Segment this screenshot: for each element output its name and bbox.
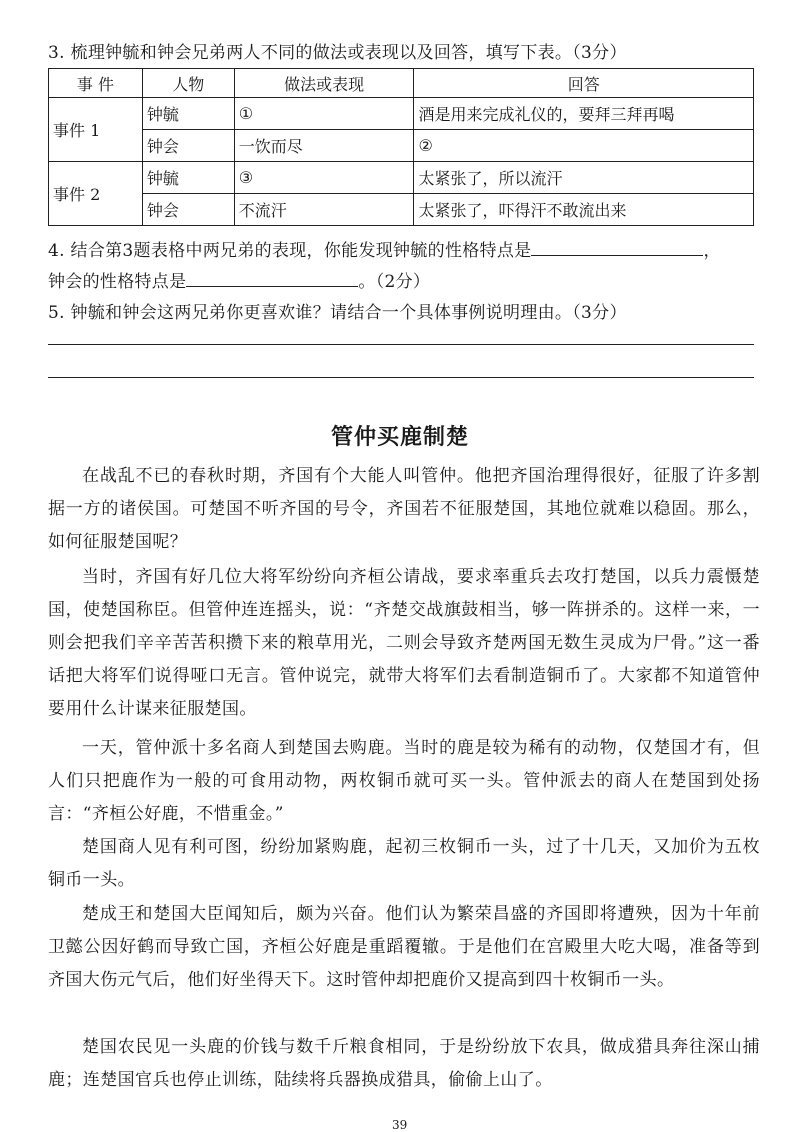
story-paragraph: 在战乱不已的春秋时期，齐国有个大能人叫管仲。他把齐国治理得很好，征服了许多割据一方的诸侯国。可楚国不听齐国的号令，齐国若不征服楚国，其地位就难以稳固。那么，如何征服楚国呢？ xyxy=(48,466,760,552)
action-cell: 一饮而尽 xyxy=(234,130,414,162)
header-action: 做法或表现 xyxy=(234,69,414,98)
question-5: 5. 钟毓和钟会这两兄弟你更喜欢谁？请结合一个具体事例说明理由。（3分） xyxy=(48,303,627,323)
answer-cell: 酒是用来完成礼仪的，要拜三拜再喝 xyxy=(414,98,754,130)
question-4-text-2: 钟会的性格特点是 xyxy=(48,272,187,292)
story-paragraph: 楚成王和楚国大臣闻知后，颇为兴奋。他们认为繁荣昌盛的齐国即将遭殃，因为十年前卫懿公因好鹤而导致亡国，齐桓公好鹿是重蹈覆辙。于是他们在宫殿里大吃大喝，准备等到齐国大伤元气后，他们好坐得天下。这时管仲却把鹿价又提高到四十枚铜币一头。 xyxy=(48,904,760,990)
answer-blank[interactable] xyxy=(186,270,358,287)
answer-line[interactable] xyxy=(48,377,754,378)
header-event: 事 件 xyxy=(49,69,143,98)
answer-cell: 太紧张了，吓得汗不敢流出来 xyxy=(414,194,754,226)
question-4-line-1 xyxy=(48,236,721,261)
person-cell: 钟会 xyxy=(142,194,234,226)
answer-cell: 太紧张了，所以流汗 xyxy=(414,162,754,194)
header-answer: 回答 xyxy=(414,69,754,98)
action-cell: ① xyxy=(234,98,414,130)
story-paragraph: 楚国农民见一头鹿的价钱与数千斤粮食相同，于是纷纷放下农具，做成猎具奔往深山捕鹿；连楚国官兵也停止训练，陆续将兵器换成猎具，偷偷上山了。 xyxy=(48,1037,760,1090)
table-row xyxy=(49,130,754,162)
table-row xyxy=(49,98,754,130)
event-2-label: 事件 2 xyxy=(49,162,143,226)
person-cell: 钟毓 xyxy=(142,98,234,130)
answer-cell: ② xyxy=(414,130,754,162)
story-paragraph: 楚国商人见有利可图，纷纷加紧购鹿，起初三枚铜币一头，过了十几天，又加价为五枚铜币一头。 xyxy=(48,837,760,890)
story-title: 管仲买鹿制楚 xyxy=(330,425,469,450)
events-table xyxy=(48,68,754,226)
table-row xyxy=(49,162,754,194)
action-cell: ③ xyxy=(234,162,414,194)
question-4-points: 。（2分） xyxy=(358,272,431,292)
page-number: 39 xyxy=(392,1118,408,1132)
person-cell: 钟毓 xyxy=(142,162,234,194)
question-4-text: 4. 结合第3题表格中两兄弟的表现，你能发现钟毓的性格特点是 xyxy=(48,241,532,261)
person-cell: 钟会 xyxy=(142,130,234,162)
answer-blank[interactable] xyxy=(531,239,703,256)
story-paragraph: 一天，管仲派十多名商人到楚国去购鹿。当时的鹿是较为稀有的动物，仅楚国才有，但人们只把鹿作为一般的可食用动物，两枚铜币就可买一头。管仲派去的商人在楚国到处扬言：“齐桓公好鹿，不惜重金。” xyxy=(48,738,760,824)
table-header-row xyxy=(49,69,754,98)
comma: ， xyxy=(703,241,721,261)
answer-line[interactable] xyxy=(48,344,754,345)
header-person: 人物 xyxy=(142,69,234,98)
question-4-line-2 xyxy=(48,267,430,292)
event-1-label: 事件 1 xyxy=(49,98,143,162)
action-cell: 不流汗 xyxy=(234,194,414,226)
question-3: 3. 梳理钟毓和钟会兄弟两人不同的做法或表现以及回答，填写下表。（3分） xyxy=(48,43,627,63)
table-row xyxy=(49,194,754,226)
story-paragraph: 当时，齐国有好几位大将军纷纷向齐桓公请战，要求率重兵去攻打楚国，以兵力震慑楚国，使楚国称臣。但管仲连连摇头，说：“齐楚交战旗鼓相当，够一阵拼杀的。这样一来，一则会把我们辛辛苦苦积攒下来的粮草用光，二则会导致齐楚两国无数生灵成为尸骨。”这一番话把大将军们说得哑口无言。管仲说完，就带大将军们去看制造铜币了。大家都不知道管仲要用什么计谋来征服楚国。 xyxy=(48,567,760,719)
